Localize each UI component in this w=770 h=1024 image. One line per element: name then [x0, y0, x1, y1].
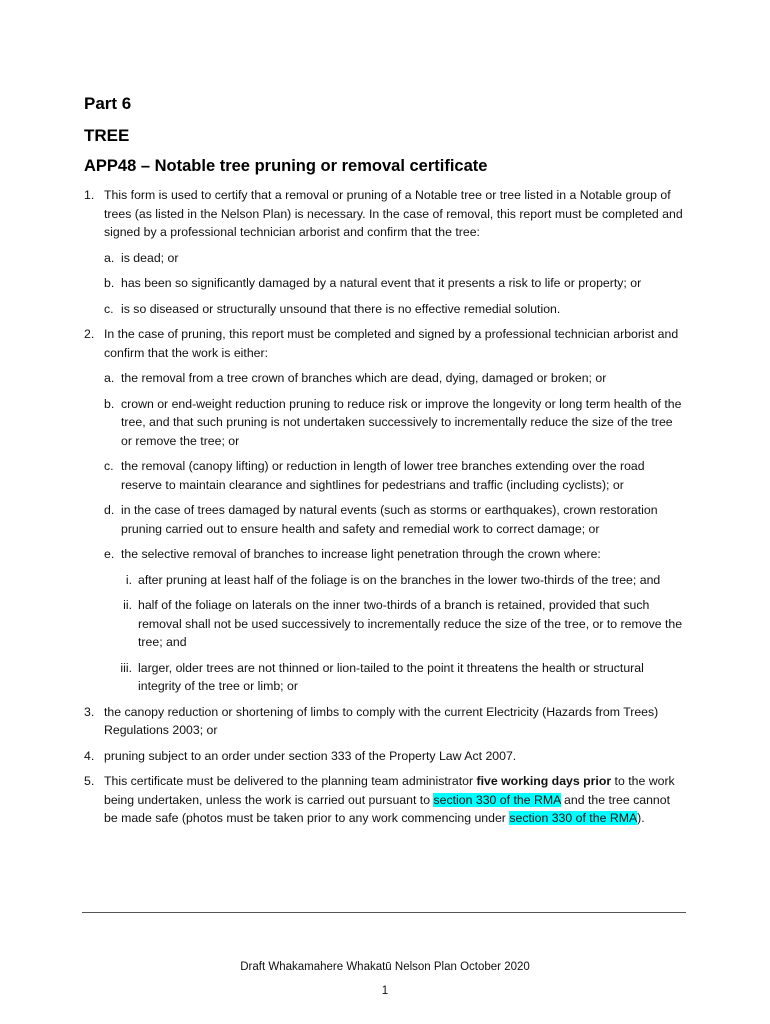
footer-text: Draft Whakamahere Whakatū Nelson Plan October 2020: [240, 961, 530, 973]
roman-sub-item-text: half of the foliage on laterals on the inner two-thirds of a branch is retained, provided that such removal shall not be used successively to incrementally reduce the size of the tree, or to remove the tree; and: [138, 598, 683, 649]
sub-item-letter: c.: [104, 301, 114, 316]
list-number: 2.: [84, 327, 95, 341]
list-item: [84, 703, 684, 740]
sub-item-letter: a.: [104, 250, 115, 265]
text-run: ).: [637, 811, 645, 825]
roman-sub-item-text: after pruning at least half of the foliage is on the branches in the lower two-thirds of the tree; and: [138, 572, 661, 587]
rma-section-330-link[interactable]: section 330 of the RMA: [433, 792, 561, 807]
list-number: 4.: [84, 748, 95, 763]
list-item: [84, 772, 684, 828]
list-item-text: pruning subject to an order under section 333 of the Property Law Act 2007.: [104, 748, 517, 763]
roman-sub-item: [84, 659, 684, 696]
list-item: [84, 747, 684, 766]
list-number: 3.: [84, 704, 95, 719]
sub-item-text: crown or end-weight reduction pruning to reduce risk or improve the longevity or long term health of the tree, and that such pruning is not undertaken successively to incrementally reduce the size of the tree or remove the tree; or: [121, 396, 682, 448]
sub-item-letter: b.: [104, 396, 115, 411]
sub-item-text: the selective removal of branches to increase light penetration through the crown where:: [121, 547, 601, 561]
page-title: APP48 – Notable tree pruning or removal certificate: [84, 157, 488, 175]
part-heading: Part 6: [84, 94, 132, 113]
sub-item: [84, 274, 684, 293]
sub-item-text: the removal (canopy lifting) or reduction in length of lower tree branches extending over the road reserve to maintain clearance and sightlines for pedestrians and traffic (including cyclists); or: [121, 459, 645, 492]
sub-item-text: the removal from a tree crown of branches which are dead, dying, damaged or broken; or: [121, 371, 607, 385]
roman-sub-item: [84, 571, 684, 590]
list-item-text: This form is used to certify that a removal or pruning of a Notable tree or tree listed in a Notable group of trees (as listed in the Nelson Plan) is necessary. In the case of removal, this report must be completed and signed by a professional technician arborist and confirm that the tree:: [104, 188, 683, 239]
sub-item-text: in the case of trees damaged by natural events (such as storms or earthquakes), crown restoration pruning carried out to ensure health and safety and remedial work to correct damage; or: [121, 503, 658, 536]
footer-divider: [82, 912, 686, 913]
sub-item: [84, 395, 684, 451]
sub-item: [84, 369, 684, 388]
bold-text: five working days prior: [476, 774, 612, 788]
rma-section-330-link[interactable]: section 330 of the RMA: [509, 811, 638, 825]
list-item: [84, 186, 684, 318]
list-item-text: In the case of pruning, this report must be completed and signed by a professional technician arborist and confirm that the work is either:: [104, 327, 679, 360]
sub-item: [84, 545, 684, 564]
sub-item-letter: e.: [104, 547, 115, 561]
list-item-text: the canopy reduction or shortening of limbs to comply with the current Electricity (Hazards from Trees) Regulations 2003; or: [104, 704, 659, 737]
list-item-text: [104, 772, 684, 828]
sub-item-text: is dead; or: [121, 250, 179, 265]
sub-item: [84, 300, 684, 319]
roman-numeral: i.: [125, 572, 132, 587]
list-number: 5.: [84, 774, 95, 788]
text-run: and the tree cannot be made safe (photos must be taken prior to any work commencing under: [104, 792, 671, 825]
list-number: 1.: [84, 188, 95, 202]
numbered-list: [84, 186, 684, 835]
sub-item: [84, 249, 684, 268]
sub-item: [84, 457, 684, 494]
roman-numeral: iii.: [120, 660, 132, 675]
text-run: to the work being undertaken, unless the work is carried out pursuant to: [104, 774, 675, 807]
roman-sub-item-text: larger, older trees are not thinned or lion-tailed to the point it threatens the health or structural integrity of the tree or limb; or: [138, 660, 644, 693]
roman-sub-item: [84, 596, 684, 652]
section-heading: TREE: [84, 126, 130, 145]
sub-item-text: is so diseased or structurally unsound that there is no effective remedial solution.: [121, 301, 561, 316]
sub-item-letter: b.: [104, 276, 115, 290]
sub-item-text: has been so significantly damaged by a natural event that it presents a risk to life or property; or: [121, 276, 642, 290]
sub-item-letter: c.: [104, 459, 114, 473]
sub-item: [84, 501, 684, 538]
roman-numeral: ii.: [123, 598, 132, 612]
page-number: 1: [381, 985, 389, 997]
sub-item-letter: d.: [104, 503, 115, 517]
text-run: This certificate must be delivered to the planning team administrator: [104, 774, 477, 788]
list-item: [84, 325, 684, 696]
sub-item-letter: a.: [104, 371, 115, 385]
